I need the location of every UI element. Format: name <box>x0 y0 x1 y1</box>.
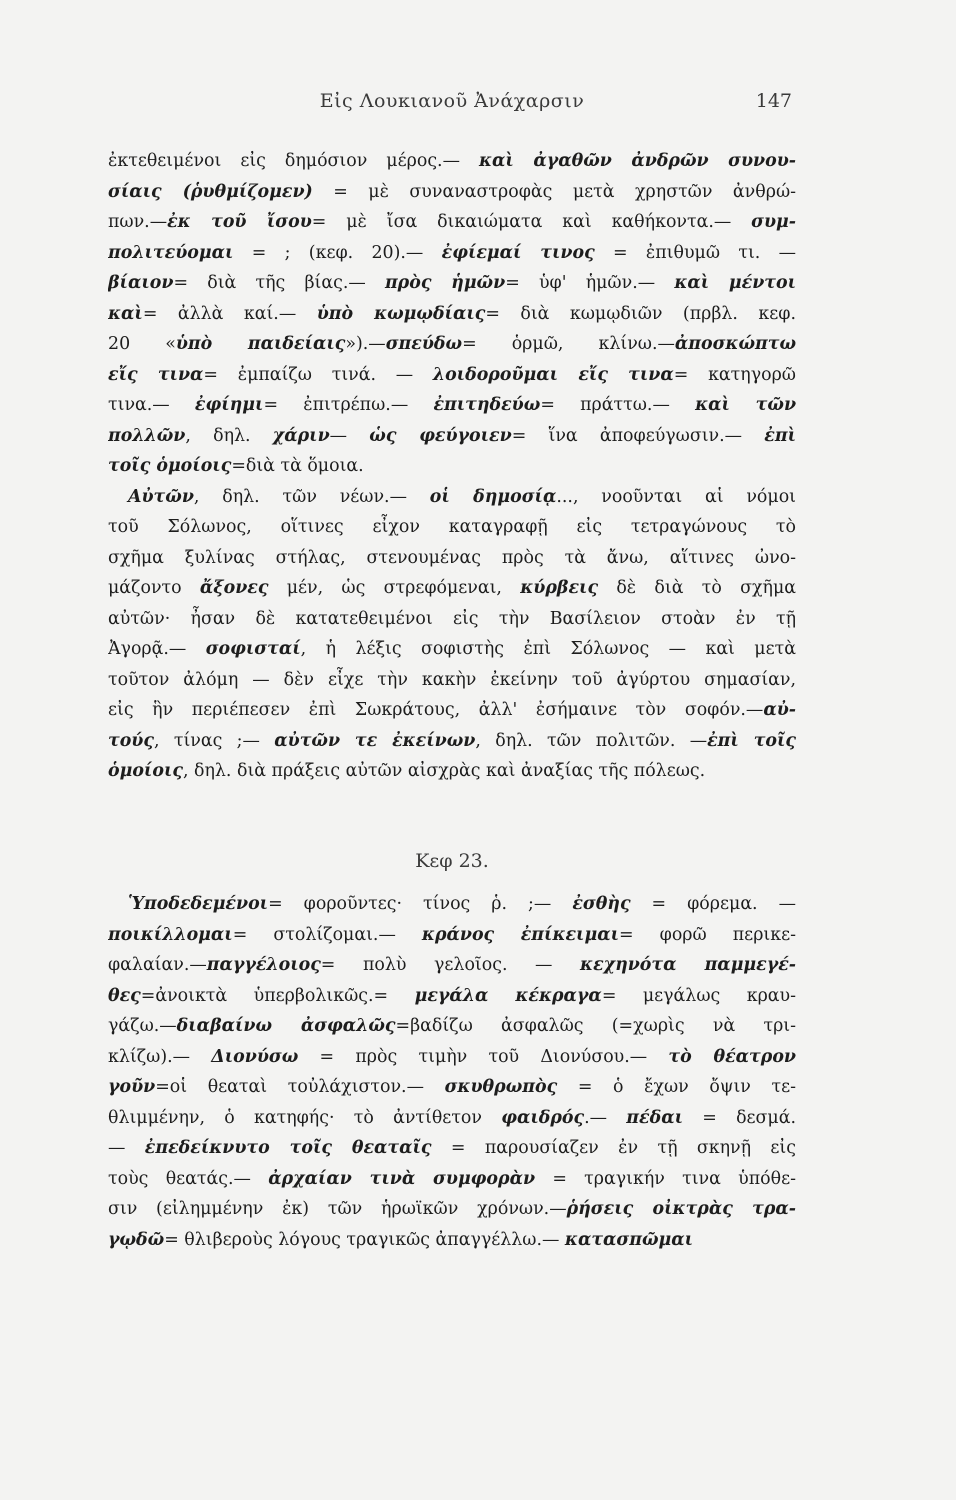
lemma: θες <box>108 985 141 1006</box>
text-line <box>108 573 796 604</box>
gloss: γάζω.— <box>108 1016 177 1036</box>
gloss: = ὁ ἔχων ὄψιν τε- <box>557 1077 796 1097</box>
lemma: ἀποσκώπτω <box>674 334 796 354</box>
text-line <box>108 634 796 665</box>
lemma: αὐ- <box>763 700 796 720</box>
gloss: = ὑφ' ἡμῶν.— <box>505 273 675 293</box>
lemma: Ὑποδεδεμένοι <box>128 894 269 914</box>
lemma: ἀρχαίαν τινὰ συμφορὰν <box>268 1168 536 1189</box>
gloss: τινα.— <box>108 395 195 415</box>
gloss: — <box>329 425 370 446</box>
lemma: ὑπὸ παιδείαις <box>175 334 346 354</box>
gloss: = παρουσίαζεν ἐν τῇ σκηνῇ εἰς <box>431 1138 796 1158</box>
lemma: Αὐτῶν <box>128 486 194 507</box>
gloss: = ἐπιθυμῶ τι. — <box>594 242 796 263</box>
lemma: τὸ θέατρον <box>668 1046 796 1067</box>
text-line <box>108 1072 796 1103</box>
lemma: παγγέλοιος <box>206 955 321 975</box>
gloss: τοῦ Σόλωνος, οἵτινες εἶχον καταγραφῇ εἰς τετραγώνους τὸ <box>108 517 796 537</box>
text-line <box>108 981 796 1012</box>
gloss: εἰς ἣν περιέπεσεν ἐπὶ Σωκράτους, ἀλλ' ἐσήμαινε τὸν σοφόν.— <box>108 700 764 720</box>
lemma: ἐφίεμαί τινος <box>441 242 595 263</box>
gloss: = φόρεμα. — <box>630 894 796 914</box>
lemma: ποικίλλομαι <box>108 924 233 945</box>
gloss: = πολὺ γελοῖος. — <box>320 955 581 975</box>
gloss: δὲ διὰ τὸ σχῆμα <box>598 578 796 598</box>
gloss: = μὲ ἴσα δικαιώματα καὶ καθήκοντα.— <box>311 212 752 232</box>
gloss: μέν, ὡς στρεφόμεναι, <box>268 578 521 598</box>
gloss: ..., νοοῦνται αἱ νόμοι <box>556 486 796 507</box>
lemma: εἴς τινα <box>108 364 204 385</box>
gloss: = διὰ κωμῳδιῶν (πρβλ. κεφ. <box>485 303 796 324</box>
gloss: =ἀνοικτὰ ὑπερβολικῶς.= <box>140 985 415 1006</box>
lemma: κράνος ἐπίκειμαι <box>421 924 619 945</box>
commentary-block-1 <box>108 146 796 787</box>
gloss: 20 « <box>108 334 176 354</box>
gloss: φαλαίαν.— <box>108 955 207 975</box>
paragraph-1 <box>108 146 796 482</box>
gloss: , δηλ. τῶν νέων.— <box>193 486 430 507</box>
gloss: , δηλ. τῶν πολιτῶν. — <box>475 730 708 751</box>
paragraph-2 <box>108 482 796 787</box>
gloss: , τίνας ;— <box>153 730 275 751</box>
text-line <box>108 1225 796 1256</box>
text-line <box>108 695 796 726</box>
gloss: .— <box>584 1107 627 1128</box>
lemma: πρὸς ἡμῶν <box>384 273 506 293</box>
text-line <box>108 950 796 981</box>
gloss: =οἱ θεαταὶ τοὐλάχιστον.— <box>155 1077 445 1097</box>
text-line <box>108 1194 796 1225</box>
lemma: συμ- <box>751 212 796 232</box>
gloss: , δηλ. διὰ πράξεις αὐτῶν αἰσχρὰς καὶ ἀναξίας τῆς πόλεως. <box>182 761 706 781</box>
text-line <box>108 238 796 269</box>
lemma: τούς <box>108 730 154 751</box>
gloss: = δεσμά. <box>683 1107 796 1128</box>
gloss: πων.— <box>108 212 168 232</box>
lemma: ἐπεδείκνυτο τοῖς θεαταῖς <box>144 1138 432 1158</box>
gloss: »).— <box>345 334 386 354</box>
gloss: = πράττω.— <box>540 395 696 415</box>
lemma: τοῖς ὁμοίοις <box>108 456 232 476</box>
gloss: σχῆμα ξυλίνας στήλας, στενουμένας πρὸς τὰ ἄνω, αἵτινες ὠνο- <box>108 547 796 568</box>
gloss: = στολίζομαι.— <box>232 924 422 945</box>
lemma: κύρβεις <box>520 578 599 598</box>
text-line <box>108 360 796 391</box>
gloss: τοῦτον ἀλόμη — δὲν εἶχε τὴν κακὴν ἐκείνην τοῦ ἀγύρτου σημασίαν, <box>108 669 796 690</box>
gloss: = ὁρμῶ, κλίνω.— <box>462 334 675 354</box>
running-title: Εἰς Λουκιανοῦ Ἀνάχαρσιν <box>319 90 585 112</box>
lemma: κατασπῶμαι <box>564 1229 694 1250</box>
text-line <box>108 889 796 920</box>
text-line <box>108 299 796 330</box>
lemma: αὐτῶν τε ἐκείνων <box>274 730 476 751</box>
text-line <box>108 451 796 482</box>
text-line <box>108 512 796 543</box>
lemma: ἐπὶ <box>764 425 796 446</box>
text-line <box>108 1133 796 1164</box>
gloss: = φοροῦντες· τίνος ῥ. ;— <box>268 894 573 914</box>
gloss: = φορῶ περικε- <box>619 924 796 945</box>
lemma: ἐσθὴς <box>572 894 631 914</box>
lemma: Διονύσω <box>211 1046 299 1067</box>
lemma: καὶ τῶν <box>695 395 796 415</box>
text-line <box>108 543 796 574</box>
lemma: ἐφίημι <box>194 395 264 415</box>
gloss: = μὲ συναναστροφὰς μετὰ χρηστῶν ἀνθρώ- <box>312 181 796 202</box>
lemma: ἄξονες <box>199 578 269 598</box>
text-line <box>108 726 796 757</box>
gloss: Ἀγορᾷ.— <box>108 639 206 659</box>
text-line <box>108 329 796 360</box>
lemma: σκυθρωπὸς <box>444 1077 558 1097</box>
gloss: μάζοντο <box>108 578 200 598</box>
gloss: = ἵνα ἀποφεύγωσιν.— <box>511 425 765 446</box>
text-line <box>108 482 796 513</box>
lemma: ἐκ τοῦ ἴσου <box>167 212 312 232</box>
lemma: καὶ μέντοι <box>674 273 796 293</box>
gloss: ἐκτεθειμένοι εἰς δημόσιον μέρος.— <box>108 151 479 171</box>
paragraph-3 <box>108 889 796 1255</box>
gloss: = ἐμπαίζω τινά. — <box>203 364 433 385</box>
gloss: κλίζω).— <box>108 1046 212 1067</box>
text-line <box>108 604 796 635</box>
lemma: ἐπιτηδεύω <box>433 395 541 415</box>
gloss: = ; (κεφ. 20).— <box>233 242 442 263</box>
gloss: , δηλ. <box>185 425 273 446</box>
text-line <box>108 1164 796 1195</box>
text-line <box>108 1103 796 1134</box>
lemma: χάριν <box>272 425 330 446</box>
text-line <box>108 665 796 696</box>
gloss: = ἐπιτρέπω.— <box>263 395 434 415</box>
gloss: τοὺς θεατάς.— <box>108 1168 269 1189</box>
lemma: ὡς φεύγοιεν <box>369 425 512 446</box>
text-line <box>108 268 796 299</box>
gloss: = διὰ τῆς βίας.— <box>173 273 385 293</box>
lemma: σοφισταί <box>205 639 301 659</box>
commentary-block-2 <box>108 889 796 1255</box>
text-line <box>108 920 796 951</box>
text-line <box>108 1011 796 1042</box>
lemma: διαβαίνω ἀσφαλῶς <box>176 1016 396 1036</box>
gloss: = τραγικήν τινα ὑπόθε- <box>535 1168 796 1189</box>
lemma: γῳδῶ <box>108 1229 165 1250</box>
text-line <box>108 1042 796 1073</box>
gloss: = θλιβεροὺς λόγους τραγικῶς ἀπαγγέλλω.— <box>164 1229 565 1250</box>
lemma: ἐπὶ τοῖς <box>707 730 796 751</box>
lemma: πολλῶν <box>108 425 186 446</box>
gloss: = κατηγορῶ <box>673 364 796 385</box>
chapter-heading: Κεφ 23. <box>415 850 489 872</box>
text-line <box>108 421 796 452</box>
gloss: , ἡ λέξις σοφιστὴς ἐπὶ Σόλωνος — καὶ μετὰ <box>300 639 796 659</box>
lemma: σίαις (ῥυθμίζομεν) <box>108 181 313 202</box>
gloss: = ἀλλὰ καί.— <box>142 303 317 324</box>
lemma: ὁμοίοις <box>108 761 183 781</box>
lemma: σπεύδω <box>385 334 463 354</box>
gloss: αὐτῶν· ἦσαν δὲ κατατεθειμένοι εἰς τὴν Βασίλειον στοὰν ἐν τῇ <box>108 608 796 629</box>
page-header <box>108 90 796 120</box>
text-line <box>108 146 796 177</box>
lemma: λοιδοροῦμαι εἴς τινα <box>432 364 674 385</box>
lemma: φαιδρός <box>501 1107 585 1128</box>
lemma: κεχηνότα παμμεγέ- <box>580 955 796 975</box>
lemma: ῥήσεις οἰκτρὰς τρα- <box>566 1199 796 1219</box>
lemma: βίαιον <box>108 273 174 293</box>
gloss: = πρὸς τιμὴν τοῦ Διονύσου.— <box>298 1046 669 1067</box>
text-line <box>108 207 796 238</box>
page-number: 147 <box>755 90 792 112</box>
lemma: ὑπὸ κωμῳδίαις <box>316 303 486 324</box>
lemma: πολιτεύομαι <box>108 242 234 263</box>
gloss: =βαδίζω ἀσφαλῶς (=χωρὶς νὰ τρι- <box>395 1016 796 1036</box>
text-line <box>108 177 796 208</box>
gloss: =διὰ τὰ ὅμοια. <box>231 456 364 476</box>
lemma: οἱ δημοσίᾳ <box>429 486 557 507</box>
gloss: = μεγάλως κραυ- <box>601 985 796 1006</box>
lemma: καὶ <box>108 303 143 324</box>
text-line <box>108 756 796 787</box>
gloss: — <box>108 1138 145 1158</box>
lemma: πέδαι <box>626 1107 683 1128</box>
text-line <box>108 390 796 421</box>
gloss: σιν (εἰλημμένην ἐκ) τῶν ἡρωϊκῶν χρόνων.— <box>108 1199 567 1219</box>
lemma: μεγάλα κέκραγα <box>414 985 602 1006</box>
gloss: θλιμμένην, ὁ κατηφής· τὸ ἀντίθετον <box>108 1107 502 1128</box>
lemma: γοῦν <box>108 1077 156 1097</box>
lemma: καὶ ἀγαθῶν ἀνδρῶν συνου- <box>479 151 796 171</box>
